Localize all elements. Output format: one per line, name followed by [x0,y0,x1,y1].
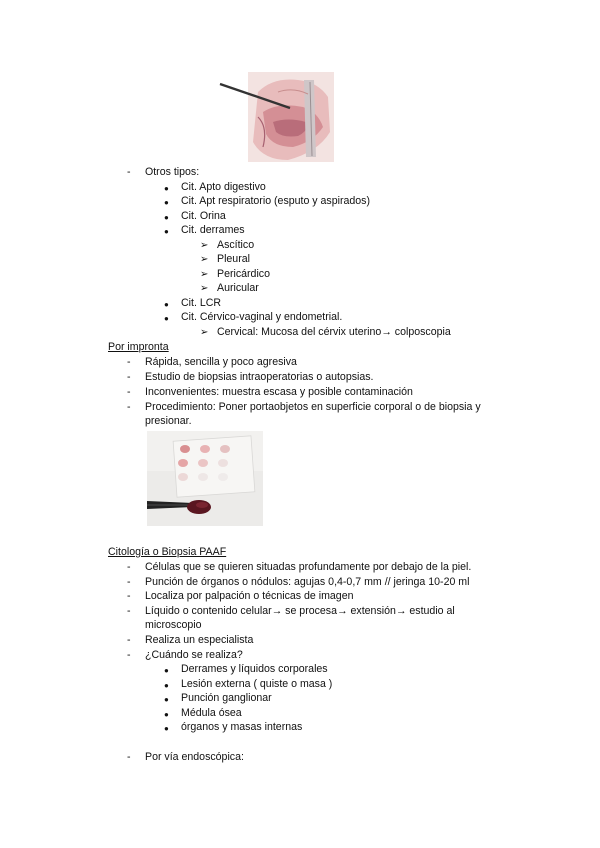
bullet-icon: ● [164,710,169,719]
impronta-heading: Por impronta [108,341,169,353]
list-item: Realiza un especialista [145,634,254,646]
list-item: Punción de órganos o nódulos: agujas 0,4-0,7 mm // jeringa 10-20 ml [145,576,470,588]
list-item: Líquido o contenido celular→ se procesa→ extensión→ estudio al [145,605,455,617]
bullet-icon: ● [164,213,169,222]
bullet-icon: ● [164,184,169,193]
sub-list-item: Cervical: Mucosa del cérvix uterino→ colposcopia [217,326,451,338]
sub-list-item: Pleural [217,253,250,265]
slides-drawing [147,431,263,526]
bullet-icon: ● [164,198,169,207]
sub-list-item: Auricular [217,282,259,294]
list-item-continuation: microscopio [145,619,202,631]
list-dash: - [127,561,131,573]
list-dash: - [127,401,131,413]
sub-list-item: Ascítico [217,239,255,251]
list-item: Cit. Apto digestivo [181,181,266,193]
list-item: Cit. Orina [181,210,226,222]
list-item: Lesión externa ( quiste o masa ) [181,678,333,690]
arrow-icon: ➢ [200,269,209,280]
list-item: ¿Cuándo se realiza? [145,649,243,661]
anatomy-drawing [218,72,334,162]
list-item: Cit. Cérvico-vaginal y endometrial. [181,311,343,323]
list-item: Por vía endoscópica: [145,751,244,763]
sub-list-item: Pericárdico [217,268,270,280]
list-item: Médula ósea [181,707,242,719]
arrow-icon: ➢ [200,240,209,251]
paaf-heading: Citología o Biopsia PAAF [108,546,227,558]
bullet-icon: ● [164,300,169,309]
arrow-icon: ➢ [200,254,209,265]
bullet-icon: ● [164,666,169,675]
bullet-icon: ● [164,314,169,323]
list-item: Cit. derrames [181,224,245,236]
list-item: Punción ganglionar [181,692,272,704]
list-item: Inconvenientes: muestra escasa y posible contaminación [145,386,413,398]
list-item: Cit. Apt respiratorio (esputo y aspirados) [181,195,371,207]
list-dash: - [127,751,131,763]
list-dash: - [127,166,131,178]
list-item: Derrames y líquidos corporales [181,663,328,675]
list-dash: - [127,649,131,661]
bullet-icon: ● [164,227,169,236]
list-item: Procedimiento: Poner portaobjetos en superficie corporal o de biopsia y [145,401,481,413]
arrow-icon: ➢ [200,327,209,338]
list-dash: - [127,386,131,398]
anatomy-illustration [218,72,334,162]
list-dash: - [127,356,131,368]
list-item: Estudio de biopsias intraoperatorias o autopsias. [145,371,374,383]
list-dash: - [127,634,131,646]
list-item: Cit. LCR [181,297,222,309]
list-item: Localiza por palpación o técnicas de imagen [145,590,354,602]
list-item: Rápida, sencilla y poco agresiva [145,356,297,368]
list-dash: - [127,605,131,617]
list-item: órganos y masas internas [181,721,303,733]
bullet-icon: ● [164,724,169,733]
list-dash: - [127,576,131,588]
bullet-icon: ● [164,681,169,690]
bullet-icon: ● [164,695,169,704]
list-dash: - [127,371,131,383]
arrow-icon: ➢ [200,283,209,294]
list-dash: - [127,590,131,602]
otros-tipos-heading: Otros tipos: [145,166,200,178]
slides-photo [147,431,263,526]
list-item-continuation: presionar. [145,415,192,427]
list-item: Células que se quieren situadas profundamente por debajo de la piel. [145,561,472,573]
